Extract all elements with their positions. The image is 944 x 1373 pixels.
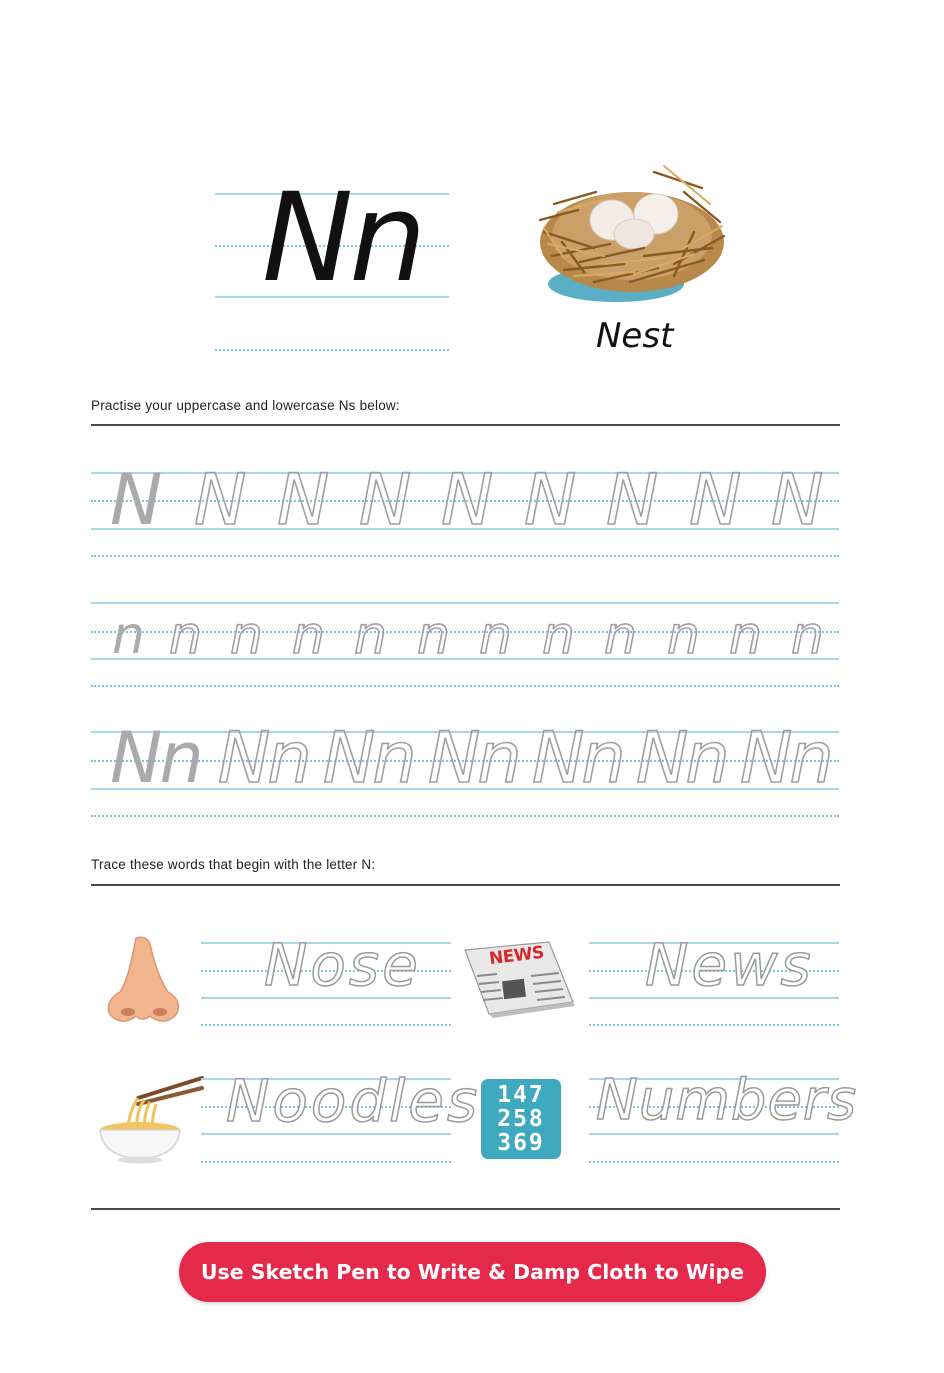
lowercase-trace-letter: n <box>542 606 575 666</box>
bird-nest-icon <box>534 152 730 312</box>
lowercase-model-letter: n <box>112 606 145 666</box>
pair-trace: Nn <box>740 717 831 799</box>
uppercase-trace-letter: N <box>524 459 577 541</box>
lowercase-trace-letter: n <box>417 606 450 666</box>
pair-trace: Nn <box>428 717 519 799</box>
uppercase-trace-letter: N <box>194 459 247 541</box>
header-letter-pair: Nn <box>262 167 423 309</box>
instruction-banner-label: Use Sketch Pen to Write & Damp Cloth to Wipe <box>200 1260 745 1284</box>
nose-trace-word: Nose <box>264 931 421 999</box>
newspaper-illustration <box>463 940 575 1018</box>
nose-illustration <box>106 936 182 1024</box>
uppercase-trace-letter: N <box>771 459 824 541</box>
number-tile-row: 258 <box>497 1106 545 1132</box>
pair-trace: Nn <box>636 717 727 799</box>
nest-illustration <box>534 152 730 312</box>
lowercase-trace-letter: n <box>604 606 637 666</box>
section-divider <box>91 884 840 886</box>
uppercase-model-letter: N <box>110 459 163 541</box>
uppercase-trace-letter: N <box>441 459 494 541</box>
number-tile-row: 147 <box>497 1082 545 1108</box>
pair-trace: Nn <box>218 717 309 799</box>
number-tile-row: 369 <box>497 1130 545 1156</box>
words-instruction: Trace these words that begin with the letter N: <box>91 857 376 872</box>
lowercase-trace-letter: n <box>791 606 824 666</box>
pair-trace: Nn <box>323 717 414 799</box>
numbers-trace-word: Numbers <box>596 1068 858 1133</box>
uppercase-trace-letter: N <box>359 459 412 541</box>
section-divider <box>91 424 840 426</box>
noodles-trace-word: Noodles <box>226 1067 481 1135</box>
practice-instruction: Practise your uppercase and lowercase Ns below: <box>91 398 400 413</box>
pair-trace: Nn <box>532 717 623 799</box>
lowercase-trace-letter: n <box>292 606 325 666</box>
pair-model: Nn <box>110 717 201 799</box>
lowercase-trace-letter: n <box>729 606 762 666</box>
lowercase-trace-letter: n <box>667 606 700 666</box>
lowercase-trace-letter: n <box>354 606 387 666</box>
lowercase-trace-letter: n <box>479 606 512 666</box>
noodle-bowl-icon <box>98 1074 204 1164</box>
news-badge: NEWS <box>487 942 545 970</box>
nest-caption: Nest <box>596 316 674 356</box>
footer-divider <box>91 1208 840 1210</box>
nose-icon <box>106 936 182 1024</box>
number-tile-icon <box>481 1079 561 1159</box>
lowercase-trace-letter: n <box>230 606 263 666</box>
lowercase-trace-letter: n <box>169 606 202 666</box>
noodle-bowl-illustration <box>98 1074 204 1164</box>
uppercase-trace-letter: N <box>277 459 330 541</box>
instruction-banner <box>179 1242 766 1302</box>
uppercase-trace-letter: N <box>689 459 742 541</box>
uppercase-trace-letter: N <box>606 459 659 541</box>
news-trace-word: News <box>645 931 814 999</box>
